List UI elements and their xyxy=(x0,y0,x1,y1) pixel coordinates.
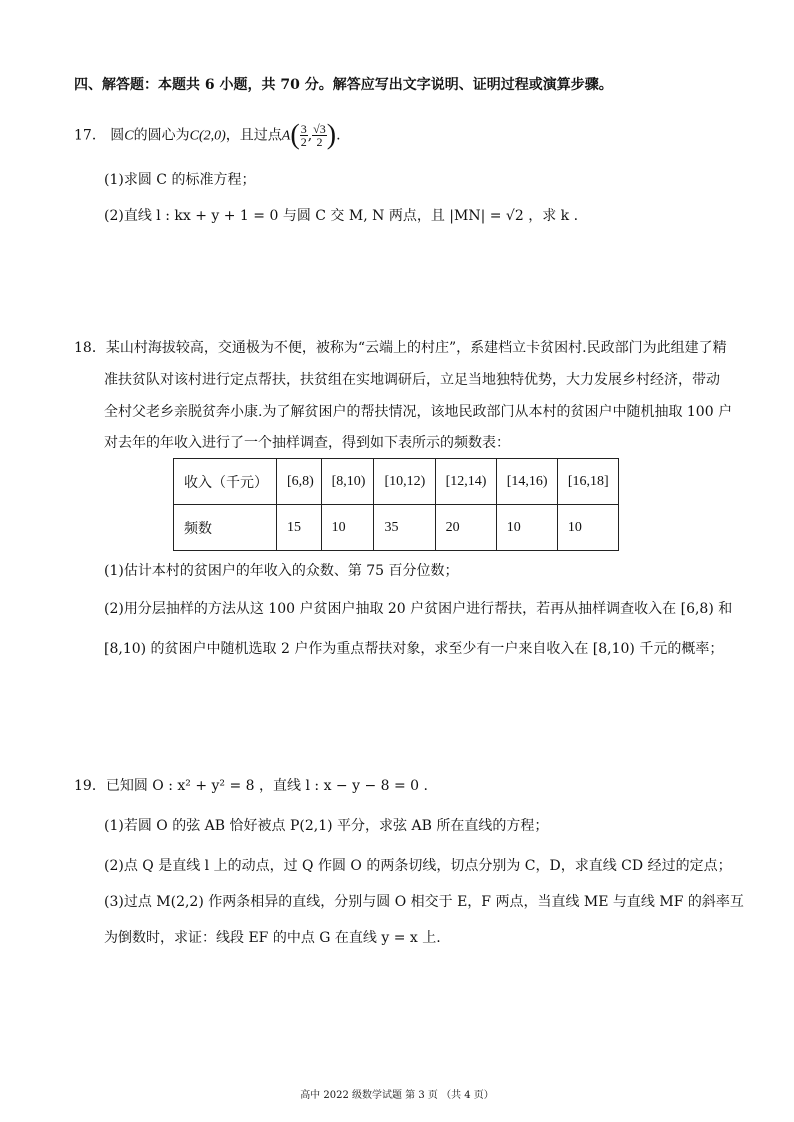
table-cell-interval: [8,10) xyxy=(321,459,374,505)
q18-part2-b: [8,10) 的贫困户中随机选取 2 户作为重点帮扶对象，求至少有一户来自收入在 [8,10) 千元的概率； xyxy=(104,641,724,657)
q19-part3-b: 为倒数时，求证：线段 EF 的中点 G 在直线 y = x 上. xyxy=(104,930,441,946)
q18-line1 xyxy=(74,338,727,358)
table-cell-count: 35 xyxy=(374,505,435,551)
q17-part2: (2)直线 l : kx + y + 1 = 0 与圆 C 交 M, N 两点，且 |MN| = √2 ，求 k . xyxy=(104,208,579,224)
table-cell-count: 10 xyxy=(496,505,557,551)
table-cell-count: 10 xyxy=(557,505,618,551)
table-row-counts xyxy=(174,505,619,551)
section-heading: 四、解答题：本题共 6 小题，共 70 分。解答应写出文字说明、证明过程或演算步骤。 xyxy=(74,77,613,93)
q17-stem: 17． 圆C的圆心为C(2,0)，且过点A( $\frac{3}{2}$ , $\frac{√3}{2}$ ). xyxy=(74,119,341,151)
q18-line4: 对去年的年收入进行了一个抽样调查，得到如下表所示的频数表： xyxy=(104,435,510,451)
q17-frac1-den: 2 xyxy=(300,135,307,149)
q19-part3-a: (3)过点 M(2,2) 作两条相异的直线，分别与圆 O 相交于 E，F 两点，当直线 ME 与直线 MF 的斜率互 xyxy=(104,894,744,910)
q17-frac-2 xyxy=(312,123,327,148)
q17-paren-close: ) xyxy=(326,119,337,151)
q17-number: 17． xyxy=(74,127,106,144)
q17-point-a: A xyxy=(281,128,291,144)
table-cell-interval: [10,12) xyxy=(374,459,435,505)
q17-stem-a: 圆 xyxy=(110,127,125,144)
table-cell-count: 15 xyxy=(277,505,322,551)
table-cell-interval: [6,8) xyxy=(277,459,322,505)
q17-paren-open: ( xyxy=(290,119,300,151)
q17-stem-c: ，且过点 xyxy=(225,127,282,144)
q18-line1-text: 某山村海拔较高，交通极为不便，被称为“云端上的村庄”，系建档立卡贫困村.民政部门为此组建了精 xyxy=(105,340,727,356)
q17-frac-1 xyxy=(300,123,308,148)
table-cell-interval: [14,16) xyxy=(496,459,557,505)
table-cell-count: 10 xyxy=(321,505,374,551)
frequency-table xyxy=(173,458,619,551)
q19-number: 19． xyxy=(74,778,106,794)
q17-part1: (1)求圆 C 的标准方程； xyxy=(104,172,256,188)
q17-circle-c: C xyxy=(124,128,134,144)
q18-part1: (1)估计本村的贫困户的年收入的众数、第 75 百分位数； xyxy=(104,563,459,579)
q17-stem-b: 的圆心为 xyxy=(133,127,190,144)
table-cell-interval: [12,14) xyxy=(435,459,496,505)
q19-stem-text: 已知圆 O : x² + y² = 8 ，直线 l : x − y − 8 = 0 . xyxy=(105,778,428,794)
q17-center: C(2,0) xyxy=(189,128,226,144)
q17-frac2-num: √3 xyxy=(313,122,326,136)
q17-frac2-den: 2 xyxy=(316,135,323,149)
q18-part2-a: (2)用分层抽样的方法从这 100 户贫困户抽取 20 户贫困户进行帮扶，若再从抽样调查收入在 [6,8) 和 xyxy=(104,601,733,617)
table-cell-interval: [16,18] xyxy=(557,459,618,505)
table-header-frequency: 频数 xyxy=(174,505,277,551)
table-header-income: 收入（千元） xyxy=(174,459,277,505)
table-row-intervals xyxy=(174,459,619,505)
q19-part2: (2)点 Q 是直线 l 上的动点，过 Q 作圆 O 的两条切线，切点分别为 C，D，求直线 CD 经过的定点； xyxy=(104,858,732,874)
q17-frac1-num: 3 xyxy=(300,122,307,136)
q18-line2: 准扶贫队对该村进行定点帮扶，扶贫组在实地调研后，立足当地独特优势，大力发展乡村经济，带动 xyxy=(104,372,720,388)
q19-stem xyxy=(74,776,428,796)
table-cell-count: 20 xyxy=(435,505,496,551)
q18-number: 18． xyxy=(74,340,106,356)
page-footer: 高中 2022 级数学试题 第 3 页 （共 4 页） xyxy=(300,1090,494,1101)
q18-line3: 全村父老乡亲脱贫奔小康.为了解贫困户的帮扶情况，该地民政部门从本村的贫困户中随机抽取 100 户 xyxy=(104,404,733,420)
q19-part1: (1)若圆 O 的弦 AB 恰好被点 P(2,1) 平分，求弦 AB 所在直线的方程； xyxy=(104,818,549,834)
